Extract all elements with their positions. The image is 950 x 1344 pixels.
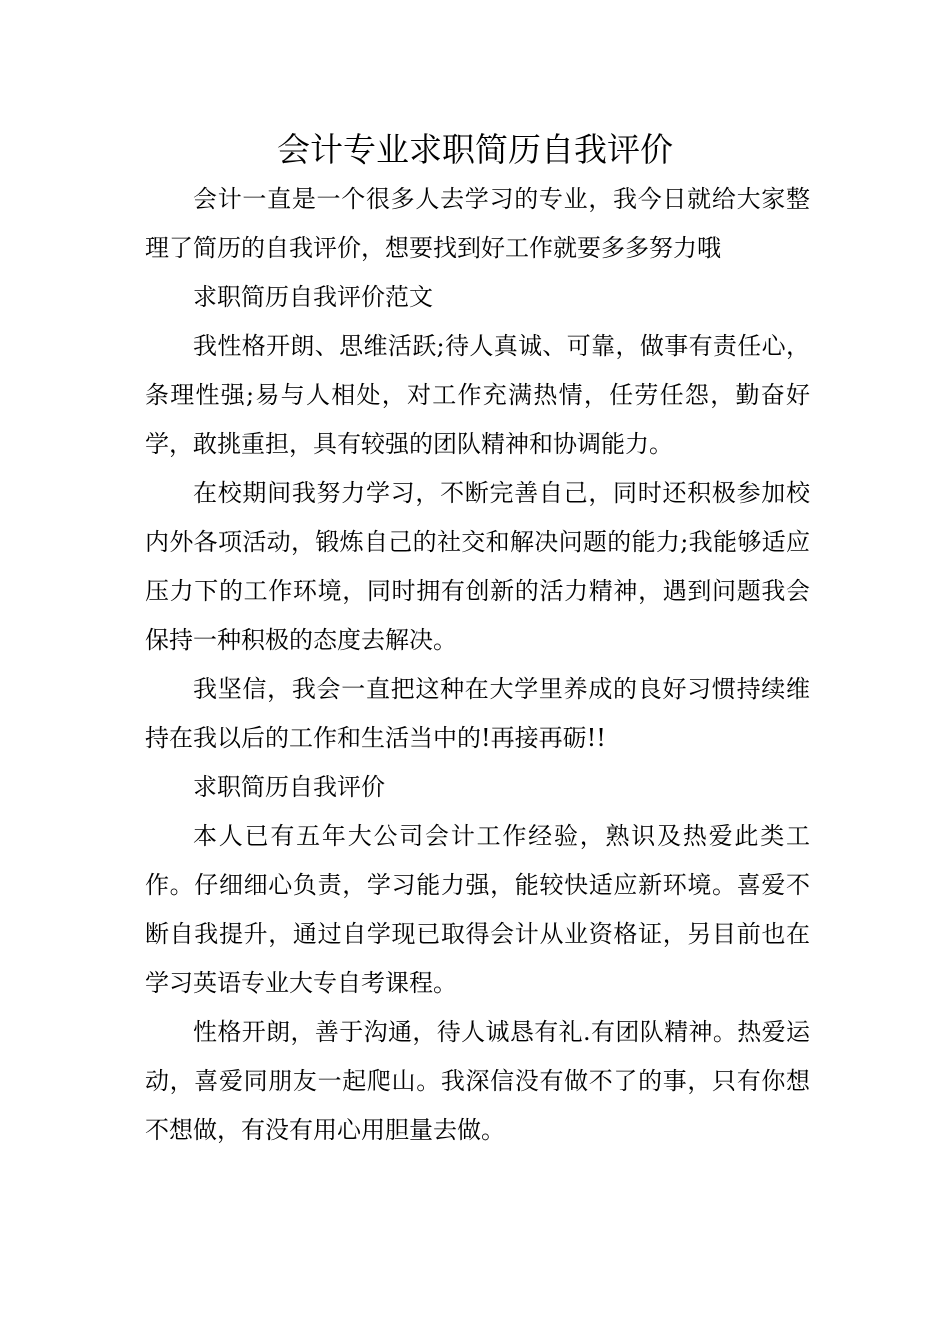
section-heading-evaluation: 求职简历自我评价 <box>193 773 385 801</box>
body-paragraph: 我坚信，我会一直把这种在大学里养成的良好习惯持续维持在我以后的工作和生活当中的!再接再砺!! <box>145 675 810 752</box>
body-paragraph: 在校期间我努力学习，不断完善自己，同时还积极参加校内外各项活动，锻炼自己的社交和解决问题的能力;我能够适应压力下的工作环境，同时拥有创新的活力精神，遇到问题我会保持一种积极的态度去解决。 <box>145 479 810 654</box>
body-paragraph: 本人已有五年大公司会计工作经验，熟识及热爱此类工作。仔细细心负责，学习能力强，能较快适应新环境。喜爱不断自我提升，通过自学现已取得会计从业资格证，另目前也在学习英语专业大专自考课程。 <box>145 822 810 997</box>
section-heading-sample: 求职简历自我评价范文 <box>193 283 433 311</box>
body-paragraph: 我性格开朗、思维活跃;待人真诚、可靠，做事有责任心，条理性强;易与人相处，对工作充满热情，任劳任怨，勤奋好学，敢挑重担，具有较强的团队精神和协调能力。 <box>145 332 810 458</box>
intro-paragraph: 会计一直是一个很多人去学习的专业，我今日就给大家整理了简历的自我评价，想要找到好工作就要多多努力哦 <box>145 185 810 262</box>
document-body <box>145 175 810 1155</box>
document-title: 会计专业求职简历自我评价 <box>277 130 673 169</box>
body-paragraph: 性格开朗，善于沟通，待人诚恳有礼.有团队精神。热爱运动，喜爱同朋友一起爬山。我深信没有做不了的事，只有你想不想做，有没有用心用胆量去做。 <box>145 1018 810 1144</box>
